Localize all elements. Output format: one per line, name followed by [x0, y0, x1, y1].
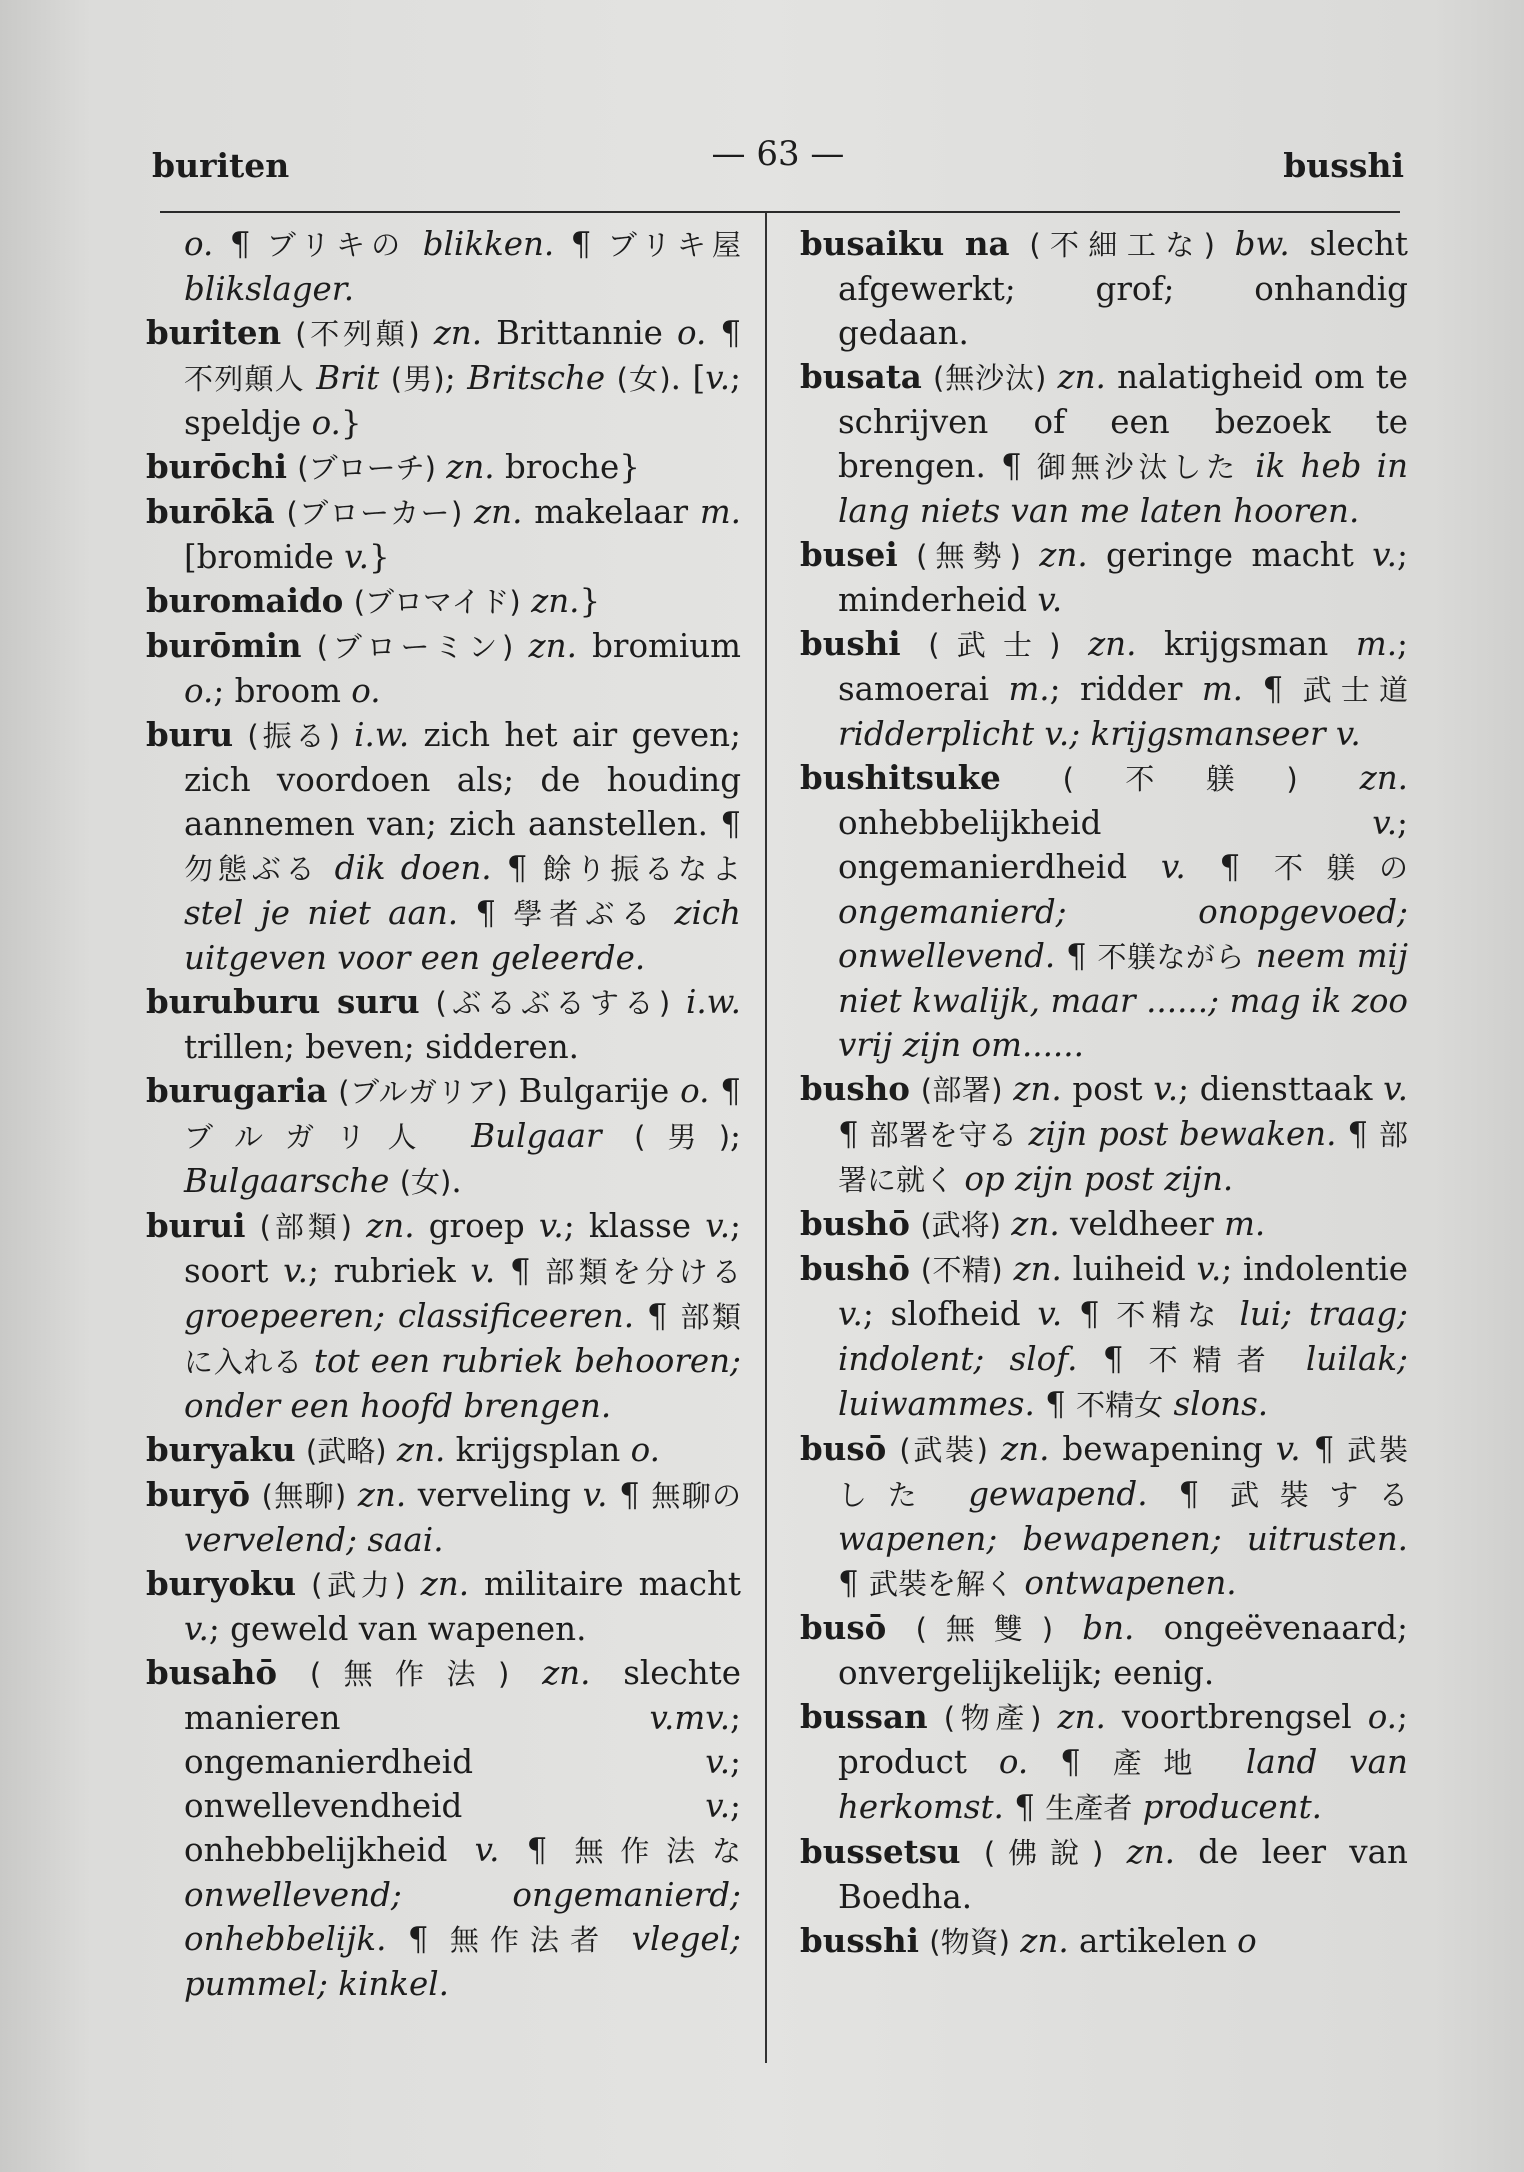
headword: bushitsuke [800, 758, 1001, 797]
japanese-text: 不精な [1116, 1298, 1223, 1332]
italic-text: v. [1037, 581, 1063, 619]
headword: burugaria [146, 1071, 328, 1110]
page-header [152, 126, 1404, 186]
japanese-text: (無聊) [261, 1479, 347, 1513]
japanese-text: 武裝を解く [869, 1567, 1015, 1601]
japanese-text: (物資) [929, 1925, 1010, 1959]
italic-text: zn. [528, 627, 577, 665]
headword: busō [800, 1608, 887, 1647]
japanese-text: ブリキの [266, 228, 407, 262]
page-number: — 63 — [711, 134, 845, 174]
japanese-text: ブリキ屋 [607, 228, 742, 262]
header-rule [160, 211, 1400, 213]
japanese-text: (物產) [943, 1701, 1042, 1735]
italic-text: zn. [357, 1476, 407, 1514]
italic-text: bw. [1234, 225, 1290, 263]
dictionary-entry: buromaido (ブロマイド) zn.} [146, 581, 601, 620]
italic-text: zn. [542, 1654, 591, 1692]
japanese-text: (ブローカー) [286, 496, 463, 530]
italic-text: zn. [531, 582, 580, 620]
japanese-text: 部署を守る [869, 1118, 1018, 1152]
headword: bushō [800, 1249, 910, 1288]
italic-text: zn. [366, 1207, 415, 1245]
italic-text: blikslager. [184, 270, 355, 308]
italic-text: v. [470, 1252, 496, 1290]
japanese-text: 部類に入れる [184, 1300, 741, 1379]
italic-text: o. [311, 404, 341, 442]
japanese-text: (佛說) [983, 1836, 1104, 1870]
headword: bushi [800, 624, 901, 663]
japanese-text: 不躾ながら [1097, 940, 1245, 974]
dictionary-entry: bushi (武士) zn. krijgsman m.; samoerai m.; ridder m. ¶ 武士道 ridderplicht v.; krijgsmanseer v. [800, 624, 1408, 753]
japanese-text: 武裝した [838, 1433, 1408, 1512]
italic-text: zn. [1039, 536, 1088, 574]
japanese-text: (振る) [247, 719, 340, 753]
italic-text: zn. [420, 1565, 470, 1603]
japanese-text: (部署) [920, 1073, 1003, 1107]
column-divider [765, 213, 767, 2063]
italic-text: o. [630, 1431, 660, 1469]
japanese-text: (ブローミン) [316, 630, 514, 664]
dictionary-entry: buriten (不列顛) zn. Brittannie o. ¶ 不列顛人 Brit (男); Britsche (女). [v.; speldje o.} [146, 313, 741, 442]
japanese-text: (無勢) [916, 539, 1021, 573]
japanese-text: 部類を分ける [545, 1255, 741, 1289]
headword: buru [146, 715, 234, 754]
dictionary-entry: bussetsu (佛說) zn. de leer van Boedha. [800, 1832, 1408, 1916]
japanese-text: 武裝する [1230, 1478, 1408, 1512]
italic-text: o. [998, 1743, 1029, 1781]
italic-text: o. [184, 225, 214, 263]
italic-text: v. [184, 1610, 209, 1648]
headword: burui [146, 1206, 246, 1245]
italic-text: v. [1372, 536, 1398, 574]
japanese-text: 不精者 [1148, 1343, 1281, 1377]
japanese-text: 勿態ぶる [184, 852, 320, 886]
headword: bushō [800, 1204, 910, 1243]
italic-text: op zijn post zijn. [964, 1160, 1234, 1198]
headword: busei [800, 535, 898, 574]
italic-text: zn. [1013, 1250, 1062, 1288]
italic-text: v. [1153, 1070, 1179, 1108]
italic-text: v. [1196, 1250, 1222, 1288]
italic-text: neem mij niet kwalijk, maar ......; mag ik zoo vrij zijn om...... [838, 937, 1408, 1064]
headword: buryō [146, 1475, 251, 1514]
italic-text: ontwapenen. [1024, 1564, 1237, 1602]
italic-text: vervelend; saai. [184, 1521, 444, 1559]
headword: buryoku [146, 1564, 297, 1603]
italic-text: m. [1201, 670, 1244, 708]
dictionary-entry: burōmin (ブローミン) zn. bromium o.; broom o. [146, 626, 741, 710]
dictionary-entry: burōkā (ブローカー) zn. makelaar m. [bromide v.} [146, 492, 741, 576]
japanese-text: (不躾) [1062, 762, 1298, 796]
italic-text: luilak; luiwammes. [838, 1340, 1408, 1423]
japanese-text: (武将) [920, 1208, 1001, 1242]
italic-text: tot een rubriek behooren; onder een hoofd brengen. [184, 1342, 741, 1425]
italic-text: Britsche [467, 359, 606, 397]
japanese-text: 不精女 [1076, 1388, 1164, 1422]
italic-text: v. [705, 359, 731, 397]
japanese-text: (男) [390, 362, 445, 396]
headword: busshi [800, 1921, 919, 1960]
japanese-text: (武略) [305, 1434, 387, 1468]
italic-text: onwellevend; ongemanierd; onhebbelijk. [184, 1876, 741, 1958]
japanese-text: (無作法) [309, 1657, 510, 1691]
japanese-text: 御無沙汰した [1036, 450, 1241, 484]
japanese-text: 不列顛人 [184, 362, 305, 396]
japanese-text: (男) [634, 1120, 731, 1154]
header-left-guide-word: buriten [152, 146, 290, 185]
italic-text: v. [705, 1207, 731, 1245]
italic-text: v. [838, 1295, 863, 1333]
dictionary-entry: o. ¶ ブリキの blikken. ¶ ブリキ屋 blikslager. [184, 225, 742, 308]
japanese-text: 產地 [1112, 1746, 1214, 1780]
italic-text: zn. [1020, 1922, 1069, 1960]
dictionary-entry: busō (武裝) zn. bewapening v. ¶ 武裝した gewapend. ¶ 武裝する wapenen; bewapenen; uitrusten. ¶ 武裝を解く ontwapenen. [800, 1429, 1408, 1602]
dictionary-entry: busshi (物資) zn. artikelen o [800, 1921, 1257, 1960]
italic-text: vlegel; pummel; kinkel. [184, 1920, 741, 2003]
japanese-text: (武力) [311, 1568, 406, 1602]
italic-text: v. [705, 1787, 731, 1825]
italic-text: dik doen. [334, 849, 492, 887]
italic-text: v. [1372, 804, 1398, 842]
japanese-text: 無作法者 [449, 1923, 611, 1957]
headword: busata [800, 357, 922, 396]
japanese-text: (女) [399, 1165, 452, 1199]
japanese-text: 部署に就く [838, 1118, 1408, 1197]
dictionary-entry: buruburu suru (ぶるぶるする) i.w. trillen; beven; sidderen. [146, 982, 741, 1066]
italic-text: groepeeren; classificeeren. [184, 1297, 635, 1335]
italic-text: zn. [474, 493, 523, 531]
dictionary-entry: burui (部類) zn. groep v.; klasse v.; soort v.; rubriek v. ¶ 部類を分ける groepeeren; classificeeren. ¶ 部類に入れる tot een rubriek behooren; onder een hoofd brengen. [146, 1206, 741, 1425]
japanese-text: (不列顛) [295, 317, 420, 351]
headword: bussetsu [800, 1832, 961, 1871]
dictionary-entry: buryaku (武略) zn. krijgsplan o. [146, 1430, 660, 1469]
italic-text: bn. [1082, 1609, 1135, 1647]
dictionary-entry: busho (部署) zn. post v.; diensttaak v. ¶ 部署を守る zijn post bewaken. ¶ 部署に就く op zijn post zijn. [800, 1069, 1408, 1198]
headword: busahō [146, 1653, 278, 1692]
italic-text: zn. [1057, 358, 1106, 396]
headword: buriten [146, 313, 282, 352]
italic-text: zn. [433, 314, 483, 352]
headword: burōkā [146, 492, 275, 531]
italic-text: zijn post bewaken. [1028, 1115, 1337, 1153]
japanese-text: 餘り振るなよ [542, 852, 741, 886]
italic-text: gewapend. [968, 1475, 1148, 1513]
headword: buromaido [146, 581, 344, 620]
italic-text: slons. [1173, 1385, 1269, 1423]
italic-text: o. [351, 672, 381, 710]
italic-text: zn. [1011, 1205, 1060, 1243]
japanese-text: (不細工な) [1029, 228, 1215, 262]
dictionary-entry: bussan (物產) zn. voortbrengsel o.; product o. ¶ 產地 land van herkomst. ¶ 生產者 producent. [800, 1697, 1408, 1826]
italic-text: v. [1160, 848, 1186, 886]
dictionary-entry: bushō (武将) zn. veldheer m. [800, 1204, 1266, 1243]
headword: busō [800, 1429, 887, 1468]
dictionary-entry: busata (無沙汰) zn. nalatigheid om te schrijven of een bezoek te brengen. ¶ 御無沙汰した ik heb in lang niets van me laten hooren. [800, 357, 1408, 530]
italic-text: producent. [1142, 1788, 1322, 1826]
dictionary-entry: burōchi (ブローチ) zn. broche} [146, 447, 640, 486]
japanese-text: (不精) [920, 1253, 1003, 1287]
headword: busho [800, 1069, 910, 1108]
headword: burōmin [146, 626, 302, 665]
japanese-text: 武士道 [1302, 673, 1408, 707]
italic-text: lui; traag; indolent; slof. [838, 1295, 1408, 1378]
japanese-text: (武士) [928, 628, 1061, 662]
japanese-text: 無聊の [651, 1479, 741, 1513]
italic-text: m. [1224, 1205, 1266, 1243]
italic-text: v. [474, 1831, 500, 1869]
italic-text: wapenen; bewapenen; uitrusten. [838, 1520, 1408, 1558]
japanese-text: (部類) [259, 1210, 352, 1244]
japanese-text: (ぶるぶるする) [435, 986, 671, 1020]
italic-text: zn. [396, 1431, 446, 1469]
italic-text: zn. [1126, 1833, 1176, 1871]
japanese-text: (無沙汰) [933, 361, 1047, 395]
italic-text: zn. [1359, 759, 1408, 797]
italic-text: i.w. [685, 983, 741, 1021]
dictionary-entry: buryoku (武力) zn. militaire macht v.; geweld van wapenen. [146, 1564, 741, 1648]
dictionary-entry: busahō (無作法) zn. slechte manieren v.mv.; ongemanierdheid v.; onwellevendheid v.; onhebbelijkheid v. ¶ 無作法な onwellevend; ongemanierd; onhebbelijk. ¶ 無作法者 vlegel; pummel; kinkel. [146, 1653, 742, 2003]
japanese-text: 不躾の [1274, 851, 1408, 885]
dictionary-entry: burugaria (ブルガリア) Bulgarije o. ¶ ブルガリ人 Bulgaar (男); Bulgaarsche (女). [146, 1071, 741, 1200]
dictionary-entry: bushitsuke (不躾) zn. onhebbelijkheid v.; ongemanierdheid v. ¶ 不躾の ongemanierd; onopgevoed; onwellevend. ¶ 不躾ながら neem mij niet kwalijk, maar ......; mag ik zoo vrij zijn om...... [800, 758, 1408, 1064]
italic-text: ridderplicht v.; krijgsmanseer v. [838, 715, 1361, 753]
header-right-guide-word: busshi [1283, 146, 1404, 185]
italic-text: v. [1383, 1070, 1408, 1108]
italic-text: zn. [1013, 1070, 1062, 1108]
italic-text: zn. [446, 448, 495, 486]
italic-text: m. [1355, 625, 1398, 663]
italic-text: m. [699, 493, 741, 531]
dictionary-entry: busaiku na (不細工な) bw. slecht afgewerkt; grof; onhandig gedaan. [800, 224, 1408, 352]
japanese-text: (女) [616, 362, 671, 396]
italic-text: v. [344, 538, 370, 576]
dictionary-entry: busō (無雙) bn. ongeëvenaard; onvergelijkelijk; eenig. [800, 1608, 1408, 1692]
dictionary-entry: buryō (無聊) zn. verveling v. ¶ 無聊の vervelend; saai. [146, 1475, 741, 1559]
headword: busaiku na [800, 224, 1010, 263]
italic-text: o. [184, 672, 214, 710]
italic-text: v. [582, 1476, 608, 1514]
italic-text: ongemanierd; onopgevoed; onwellevend. [838, 893, 1408, 975]
japanese-text: (武裝) [899, 1433, 988, 1467]
italic-text: i.w. [354, 716, 410, 754]
italic-text: o. [1367, 1698, 1398, 1736]
italic-text: Bulgaar [471, 1117, 602, 1155]
japanese-text: 生產者 [1045, 1791, 1133, 1825]
italic-text: v. [1275, 1430, 1301, 1468]
japanese-text: (ブルガリア) [338, 1075, 508, 1109]
italic-text: o. [680, 1072, 710, 1110]
dictionary-entry: buru (振る) i.w. zich het air geven; zich voordoen als; de houding aannemen van; zich aanstellen. ¶ 勿態ぶる dik doen. ¶ 餘り振るなよ stel je niet aan. ¶ 學者ぶる zich uitgeven voor een geleerde. [146, 715, 741, 977]
italic-text: blikken. [422, 225, 555, 263]
italic-text: zich uitgeven voor een geleerde. [184, 894, 741, 977]
italic-text: Bulgaarsche [184, 1162, 390, 1200]
dictionary-entry: busei (無勢) zn. geringe macht v.; minderheid v. [800, 535, 1408, 619]
japanese-text: (ブローチ) [297, 451, 436, 485]
italic-text: o [1237, 1922, 1257, 1960]
italic-text: v. [705, 1743, 731, 1781]
italic-text: stel je niet aan. [184, 894, 459, 932]
japanese-text: 無作法な [574, 1834, 742, 1868]
left-column [146, 222, 741, 2006]
italic-text: zn. [1057, 1698, 1106, 1736]
japanese-text: (ブロマイド) [353, 585, 521, 619]
italic-text: v. [283, 1252, 308, 1290]
italic-text: v. [538, 1207, 564, 1245]
italic-text: Brit [316, 359, 380, 397]
italic-text: zn. [1001, 1430, 1050, 1468]
headword: burōchi [146, 447, 287, 486]
italic-text: v.mv. [649, 1699, 731, 1737]
dictionary-entry: bushō (不精) zn. luiheid v.; indolentie v.; slofheid v. ¶ 不精な lui; traag; indolent; slof. ¶ 不精者 luilak; luiwammes. ¶ 不精女 slons. [800, 1249, 1408, 1423]
italic-text: land van herkomst. [838, 1743, 1408, 1826]
japanese-text: 學者ぶる [513, 897, 658, 931]
japanese-text: ブルガリ人 [184, 1120, 439, 1154]
italic-text: o. [676, 314, 707, 352]
italic-text: v. [1037, 1295, 1063, 1333]
right-column [800, 222, 1408, 1964]
headword: bussan [800, 1697, 928, 1736]
headword: buryaku [146, 1430, 296, 1469]
headword: buruburu suru [146, 982, 420, 1021]
italic-text: m. [1008, 670, 1050, 708]
italic-text: ik heb in lang niets van me laten hooren. [838, 447, 1408, 530]
japanese-text: (無雙) [915, 1612, 1054, 1646]
italic-text: zn. [1088, 625, 1137, 663]
